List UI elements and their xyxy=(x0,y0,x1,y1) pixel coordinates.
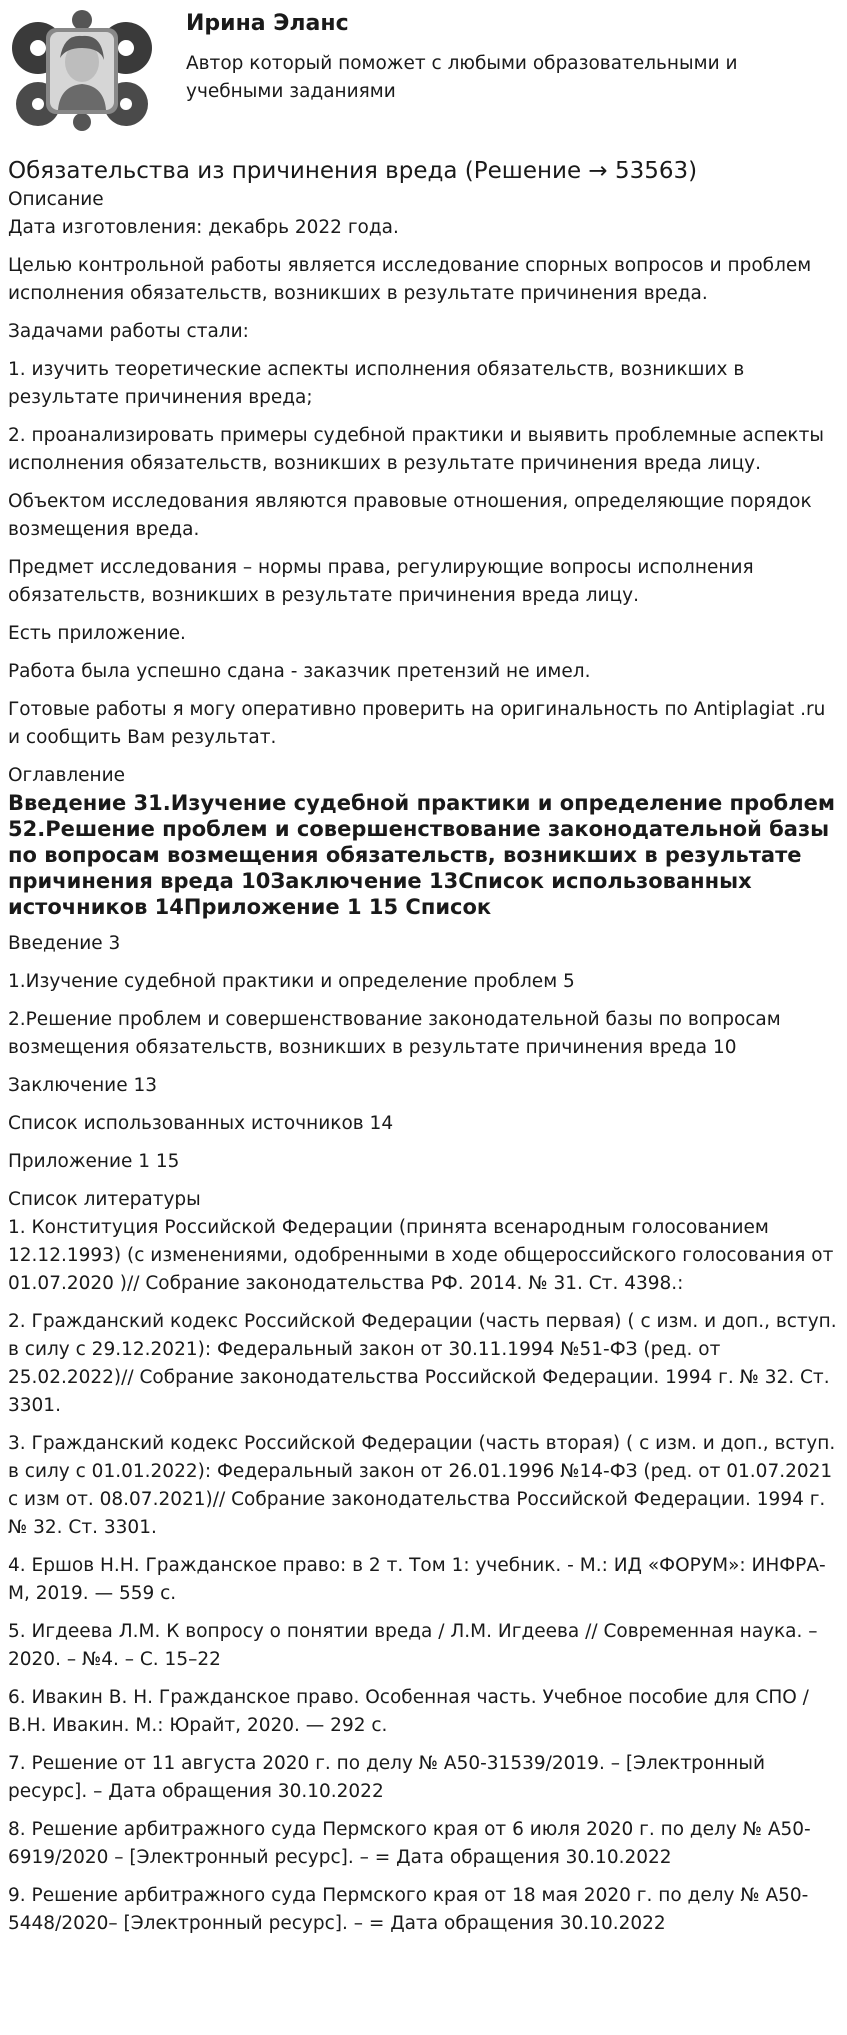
description-paragraph: 1. изучить теоретические аспекты исполнения обязательств, возникших в результате причинения вреда; xyxy=(8,359,745,408)
description-paragraph: Объектом исследования являются правовые отношения, определяющие порядок возмещения вреда. xyxy=(8,491,812,540)
toc-label: Оглавление xyxy=(8,765,126,786)
description-paragraph: Есть приложение. xyxy=(8,623,186,644)
literature-item: 5. Игдеева Л.М. К вопросу о понятии вреда / Л.М. Игдеева // Современная наука. – 2020. – №4. – С. 15–22 xyxy=(8,1621,818,1670)
literature-item: 3. Гражданский кодекс Российской Федерации (часть вторая) ( с изм. и доп., вступ. в силу с 01.01.2022): Федеральный закон от 26.01.1996 №14-ФЗ (ред. от 01.07.2021 с изм от. 08.07.2021)// Собрание законодательства Российской Федерации. 1994 г. № 32. Ст. 3301. xyxy=(8,1433,836,1538)
literature-item: 9. Решение арбитражного суда Пермского края от 18 мая 2020 г. по делу № А50-5448/2020– [Электронный ресурс]. – = Дата обращения 30.10.2022 xyxy=(8,1885,809,1934)
literature-item: 7. Решение от 11 августа 2020 г. по делу № А50-31539/2019. – [Электронный ресурс]. – Дата обращения 30.10.2022 xyxy=(8,1753,766,1802)
description-label: Описание xyxy=(8,189,104,210)
literature-item: 8. Решение арбитражного суда Пермского края от 6 июля 2020 г. по делу № А50-6919/2020 – [Электронный ресурс]. – = Дата обращения 30.10.2022 xyxy=(8,1819,811,1868)
description-paragraph: 2. проанализировать примеры судебной практики и выявить проблемные аспекты исполнения обязательств, возникших в результате причинения вреда лицу. xyxy=(8,425,824,474)
description-paragraph: Предмет исследования – нормы права, регулирующие вопросы исполнения обязательств, возникших в результате причинения вреда лицу. xyxy=(8,557,754,606)
description-paragraph: Задачами работы стали: xyxy=(8,321,249,342)
toc-item: Приложение 1 15 xyxy=(8,1151,180,1172)
toc-item: Введение 3 xyxy=(8,933,121,954)
literature-label: Список литературы xyxy=(8,1189,201,1210)
description-paragraph: Работа была успешно сдана - заказчик претензий не имел. xyxy=(8,661,591,682)
author-description: Автор который поможет с любыми образовательными и учебными заданиями xyxy=(186,53,738,102)
author-name[interactable]: Ирина Эланс xyxy=(186,11,349,36)
literature-item: 2. Гражданский кодекс Российской Федерации (часть первая) ( с изм. и доп., вступ. в силу с 29.12.2021): Федеральный закон от 30.11.1994 №51-ФЗ (ред. от 25.02.2022)// Собрание законодательства Российской Федерации. 1994 г. № 32. Ст. 3301. xyxy=(8,1311,837,1416)
author-block xyxy=(8,0,839,143)
description-paragraph: Целью контрольной работы является исследование спорных вопросов и проблем исполнения обязательств, возникших в результате причинения вреда. xyxy=(8,255,812,304)
description-paragraph: Готовые работы я могу оперативно проверить на оригинальность по Antiplagiat .ru и сообщить Вам результат. xyxy=(8,699,826,748)
description-paragraph: Дата изготовления: декабрь 2022 года. xyxy=(8,217,399,238)
literature-item: 1. Конституция Российской Федерации (принята всенародным голосованием 12.12.1993) (с изменениями, одобренными в ходе общероссийского голосования от 01.07.2020 )// Собрание законодательства РФ. 2014. № 31. Ст. 4398.: xyxy=(8,1217,834,1294)
toc-heading-run: Введение 31.Изучение судебной практики и определение проблем 52.Решение проблем и совершенствование законодательной базы по вопросам возмещения обязательств, возникших в результате причинения вреда 10Заключение 13Список использованных источников 14Приложение 1 15 Список xyxy=(8,791,835,919)
literature-item: 6. Ивакин В. Н. Гражданское право. Особенная часть. Учебное пособие для СПО / В.Н. Ивакин. М.: Юрайт, 2020. — 292 с. xyxy=(8,1687,809,1736)
work-title: Обязательства из причинения вреда (Решение → 53563) xyxy=(8,158,698,184)
literature-item: 4. Ершов Н.Н. Гражданское право: в 2 т. Том 1: учебник. - М.: ИД «ФОРУМ»: ИНФРА-М, 2019. — 559 с. xyxy=(8,1555,826,1604)
toc-item: 1.Изучение судебной практики и определение проблем 5 xyxy=(8,971,575,992)
toc-item: 2.Решение проблем и совершенствование законодательной базы по вопросам возмещения обязательств, возникших в результате причинения вреда 10 xyxy=(8,1009,781,1058)
toc-item: Заключение 13 xyxy=(8,1075,158,1096)
toc-item: Список использованных источников 14 xyxy=(8,1113,394,1134)
author-info xyxy=(186,8,786,106)
author-avatar xyxy=(8,8,156,132)
